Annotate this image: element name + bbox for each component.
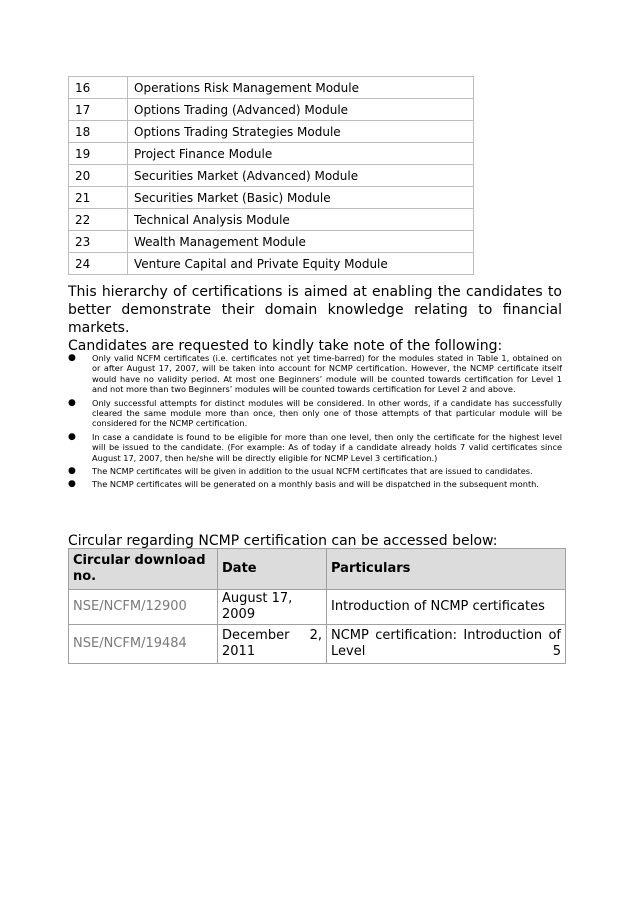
circular-particulars: Introduction of NCMP certificates (327, 590, 566, 625)
list-item (68, 398, 562, 429)
module-name: Securities Market (Advanced) Module (128, 165, 474, 187)
module-name: Options Trading (Advanced) Module (128, 99, 474, 121)
table-row (69, 165, 474, 187)
bullet-icon: ● (68, 466, 76, 477)
module-name: Venture Capital and Private Equity Module (128, 253, 474, 275)
circular-table (68, 548, 566, 664)
module-name: Options Trading Strategies Module (128, 121, 474, 143)
module-number: 24 (69, 253, 128, 275)
table-row (69, 209, 474, 231)
circular-date: December 2, 2011 (218, 625, 327, 664)
module-number: 23 (69, 231, 128, 253)
circular-date: August 17, 2009 (218, 590, 327, 625)
module-number: 18 (69, 121, 128, 143)
module-number: 21 (69, 187, 128, 209)
bullet-icon: ● (68, 397, 76, 408)
list-item-text: In case a candidate is found to be eligible for more than one level, then only the certificate for the highest level will be issued to the candidate. (For example: As of today if a candidate already holds 7 valid certificates since August 17, 2007, then he/she will be directly eligible for NCMP Level 3 certification.) (92, 431, 562, 463)
table-row (69, 77, 474, 99)
list-item-text: The NCMP certificates will be given in addition to the usual NCFM certificates that are issued to candidates. (92, 466, 533, 477)
module-number: 22 (69, 209, 128, 231)
column-header: Date (218, 549, 327, 590)
module-number: 20 (69, 165, 128, 187)
candidates-note-heading: Candidates are requested to kindly take note of the following: (68, 338, 503, 354)
table-row (69, 121, 474, 143)
module-name: Project Finance Module (128, 143, 474, 165)
table-row (69, 99, 474, 121)
circular-download-link[interactable]: NSE/NCFM/12900 (69, 590, 218, 625)
module-number: 17 (69, 99, 128, 121)
bullet-icon: ● (68, 479, 76, 490)
circular-download-link[interactable]: NSE/NCFM/19484 (69, 625, 218, 664)
table-row (69, 625, 566, 664)
column-header: Particulars (327, 549, 566, 590)
module-name: Technical Analysis Module (128, 209, 474, 231)
module-number: 19 (69, 143, 128, 165)
list-item (68, 479, 562, 489)
table-row (69, 143, 474, 165)
module-name: Securities Market (Basic) Module (128, 187, 474, 209)
table-row (69, 253, 474, 275)
table-row (69, 231, 474, 253)
modules-table (68, 76, 474, 275)
circular-heading: Circular regarding NCMP certification can be accessed below: (68, 533, 498, 549)
list-item-text: Only valid NCFM certificates (i.e. certificates not yet time-barred) for the modules stated in Table 1, obtained on or after August 17, 2007, will be taken into account for NCMP certification. However, the NCMP certificate itself would have no validity period. At most one Beginners’ module will be counted towards certification for Level 1 and not more than two Beginners’ modules will be counted towards certification for Level 2 and above. (92, 353, 562, 395)
notes-list (68, 353, 562, 493)
table-header-row (69, 549, 566, 590)
circular-particulars: NCMP certification: Introduction of Level 5 (327, 625, 566, 664)
table-row (69, 187, 474, 209)
module-name: Wealth Management Module (128, 231, 474, 253)
module-number: 16 (69, 77, 128, 99)
list-item (68, 432, 562, 463)
list-item-text: Only successful attempts for distinct modules will be considered. In other words, if a candidate has successfully cleared the same module more than once, then only one of those attempts of that particular module will be considered for the NCMP certification. (92, 397, 562, 429)
list-item (68, 466, 562, 476)
list-item-text: The NCMP certificates will be generated on a monthly basis and will be dispatched in the subsequent month. (92, 479, 539, 490)
list-item (68, 353, 562, 395)
hierarchy-paragraph: This hierarchy of certifications is aimed at enabling the candidates to better demonstrate their domain knowledge relating to financial markets. (68, 284, 562, 336)
bullet-icon: ● (68, 353, 76, 363)
module-name: Operations Risk Management Module (128, 77, 474, 99)
column-header: Circular download no. (69, 549, 218, 590)
table-row (69, 590, 566, 625)
bullet-icon: ● (68, 431, 76, 442)
